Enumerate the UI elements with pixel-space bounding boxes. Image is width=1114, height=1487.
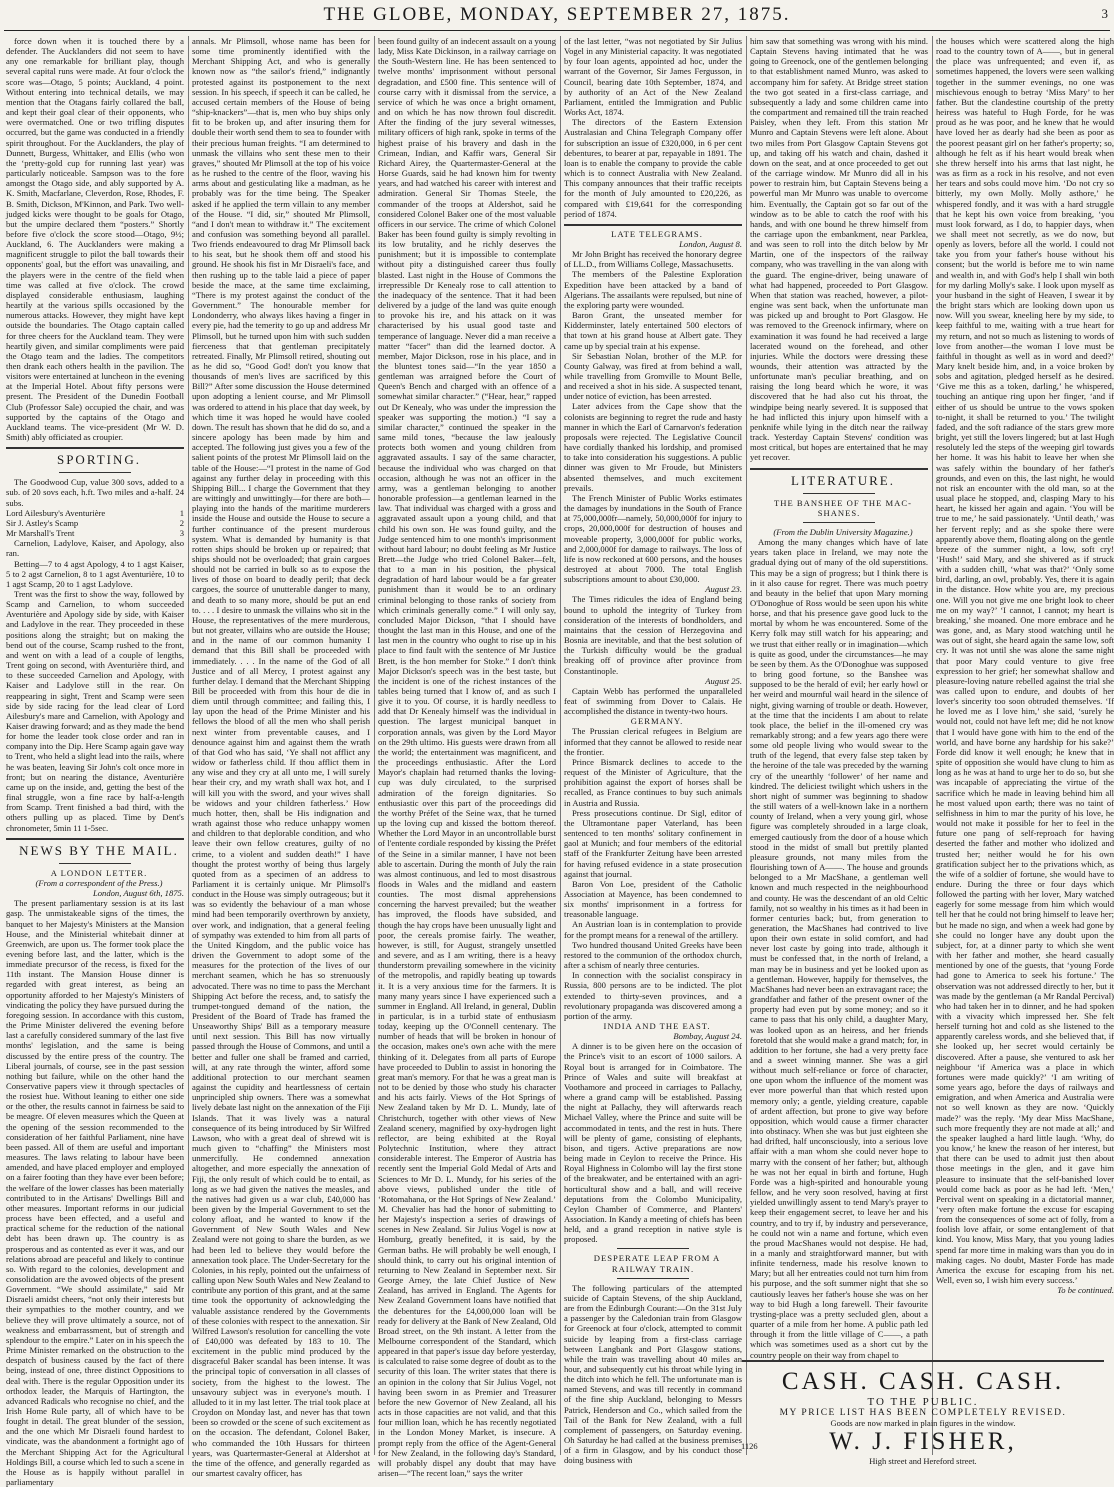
also-ran: Carnelion, Ladylove, Kaiser, and Apology, also ran.	[6, 538, 184, 559]
fisher-advertisement	[742, 1360, 1104, 1466]
section-divider	[6, 447, 184, 449]
race-position: 3	[179, 528, 184, 539]
folio-number: 1126	[741, 1441, 758, 1451]
sporting-heading: SPORTING.	[56, 452, 142, 468]
to-be-continued: To be continued.	[1057, 1285, 1114, 1296]
london-letter-body: The present parliamentary session is at its last gasp. The unmistakeable signs of the times, the banquet to her Majesty's Ministers at the Mansion House, and the Ministerial whitebait dinner at Greenwich, are upon us. The former took place the evening before last, and the latter, which is the immediate precursor of the recess, is fixed for the 11th instant. The Mansion House dinner is regarded with great interest, as being an opportunity afforded to her Majesty's Ministers of vindicating the policy they have pursued during the foregoing session. In accordance with this custom, the Prime Minister delivered the evening before last a carefully considered summary of the last five months' legislation, and the same is being discussed by the entire press of the country. The Liberal journals, of course, see in the past session nothing but failure, while on the other hand the Conservative papers view it through spectacles of the rosiest hue. Without leaning to either one side or the other, the results cannot in fairness be said to be meagre. Of eleven measures which the Queen at the opening of the session recommended to the consideration of her faithful Parliament, nine have been passed. All of them are useful and important measures. The laws relating to labour have been amended, and have placed employer and employed on a fairer footing than they have ever been before; the welfare of the lower classes has been materially contributed to in the Artisans' Dwellings Bill and other measures. Important reforms in our judicial process have been effected, and a useful and practical scheme for the reduction of the national debt has been drawn up. The country is as prosperous and as contented as ever it was, and our relations abroad are peaceful and likely to continue so. With regard to the colonies, development and consolidation are the avowed objects of the present Government. “We should assimilate,” said Mr Disraeli amidst cheers, “not only their interests but their sympathies to the mother country, and we believe they will prove ultimately a source, not of weakness and embarrassment, but of strength and splendour to the empire.” Later on in his speech the Prime Minister remarked on the obstruction to the despatch of business caused by the fact of there being, instead of one, three distinct Oppositions to deal with. There is the regular Opposition under its orthodox leader, the Marquis of Hartington, the advanced Radicals who recognise no chief, and the Irish Home Rule party, all of which have to be fought in detail. The great blunder of the session, and the one which Mr Disraeli found hardest to vindicate, was the abandonment a fortnight ago of the Merchant Shipping Act for the Agricultural Holdings Bill, a course which led to such a scene in the House as is happily without parallel in parliamentary	[6, 898, 184, 1487]
telegram-item: The French Minister of Public Works estimates the damages by inundations in the South of France at 75,000,000fr—namely, 50,000,000f for injury to crops, 20,000,000f for destruction of houses and moveable property, 3,000,000f for public works, and 2,000,000f for damage to railways. The loss of life is now reckoned at 600 persons, and the houses destroyed at about 7000. The total English subscriptions amount to about £30,000.	[564, 492, 742, 585]
telegram-item: The Times ridicules the idea of England being bound to uphold the integrity of Turkey from consideration of the interests of bondholders, and maintains that the cession of Herzegovina and Bosnia are inevitable, and that the best solution of the Turkish difficulty would be the gradual breaking off of province after province from Constantinople.	[564, 594, 742, 676]
column-2	[192, 36, 370, 1479]
divider	[617, 1278, 688, 1279]
masthead-rule	[4, 30, 1110, 31]
ad-address: High street and Hereford street.	[869, 1456, 977, 1466]
divider	[803, 522, 874, 523]
race-report: Trent was the first to show the way, followed by Scamp and Carnelion, to whom succeeded Aventurière and Apology side by side, with Kaiser and Ladylove in the rear. They proceeded in these positions along the straight; but on making the bend out of the course, Scamp rushed to the front, and went on with a lead of a couple of lengths, Trent going on second, with Aventurière third, and to these succeeded Carnelion and Apology, with Kaiser and Ladylove still in the rear. On reappearing in sight, Trent and Scamp were seen side by side racing for the lead clear of Lord Ailesbury's mare and Carnelion, with Apology and Kaiser drawing forward; and as they made the bend for home the leader took close order and ran in company into the Dip. Here Scamp again gave way to Trent, who held a slight lead into the rails, where he was beaten, leaving Sir John's colt once more in front; but on nearing the distance, Aventurière came up on the inside, and, getting the best of the final struggle, won a fine race by half-a-length from Scamp. Trent finished a bad third, with the others pulling up as placed. Time by Dent's chronometer, 5min 11 1-5sec.	[6, 588, 184, 833]
column-1	[6, 36, 184, 1487]
loan-paragraph: of the last letter, “was not negotiated by Sir Julius Vogel in any Ministerial capacity. It was negotiated by four loan agents, appointed ad hoc, under the warrant of the Governor, Sir James Fergusson, in Council, bearing date 10th September, 1874, and by authority of an Act of the New Zealand Parliament, entitled the Immigration and Public Works Act, 1874.	[564, 36, 742, 118]
news-by-mail-heading: NEWS BY THE MAIL.	[19, 842, 179, 858]
london-letter-heading: A LONDON LETTER.	[50, 867, 148, 878]
section-divider	[564, 224, 742, 226]
india-body: A dinner is to be given here on the occasion of the Prince's visit to an escort of 1000 sailors. A Royal bout is arranged for in Coimbatore. The Prince of Wales and suite will breakfast at Voothamore and proceed in carriages to Pallachy, where a grand camp will be established. Passing the night at Pallachy, they will afterwards reach Michael Valley, where the Prince and suite will be accommodated in tents, and the rest in huts. There will be plenty of game, consisting of elephants, bison, and tigers. Active preparations are now being made in Ceylon to receive the Prince. His Royal Highness in Colombo will lay the first stone of the breakwater, and be entertained with an agri-horticultural show and a ball, and will receive deputations from the Colombo Municipality, Ceylon Chamber of Commerce, and Planters' Association. In Kandy a meeting of chiefs has been held, and a grand reception in native style is proposed.	[564, 1041, 742, 1245]
race-horse: Sir J. Astley's Scamp	[6, 517, 79, 528]
leap-continued: him saw that something was wrong with his mind. Captain Stevens having intimated that he was going to Greenock, one of the gentlemen belonging to that establishment named Munro, was asked to accompany him for safety. At Bridge street station the two got seated in a first-class carriage, and subsequently a lady and some children came into the compartment and remained till the train reached Paisley, when they left. From this station Mr Munro and Captain Stevens were left alone. About two miles from Port Glasgow Captain Stevens got up, and taking off his watch and chain, dashed it down on the seat, and at once proceeded to get out of the carriage window. Mr Munro did all in his power to restrain him, but Captain Stevens being a powerful man Mr Munro was unable to overcome him. Eventually, the Captain got so far out of the window as to be able to catch the roof with his hands, and with one bound he threw himself from the carriage upon the embankment, near Parklea, and was seen to roll into the ditch below by Mr Martin, one of the inspectors of the railway company, who was travelling in the van along with the guard. The engine-driver, being unaware of what had happened, proceeded to Port Glasgow. When that station was reached, however, a pilot-engine was sent back, when the unfortunate man was picked up and brought to Port Glasgow. He was removed to the Greenock infirmary, where on examination it was found he had received a large lacerated wound on the forehead, and other injuries. While the doctors were dressing these wounds, their attention was attracted by the unfortunate man's peculiar breathing, and on raising the long beard which he wore, it was discovered that he had also cut his throat, the windpipe being nearly severed. It is supposed that he had inflicted this injury upon himself with a penknife while lying in the ditch near the railway track. Yesterday Captain Stevens' condition was most critical, but hopes are entertained that he may yet recover.	[750, 36, 928, 463]
leap-body: The following particulars of the attempted suicide of Captain Stevens, of the ship Auckland, are from the Edinburgh Courant:—On the 31st July a passenger by the Caledonian train from Glasgow for Greenock at four o'clock, attempted to commit suicide by leaping from a first-class carriage between Langbank and Port Glasgow stations, while the train was travelling about 40 miles an hour, and subsequently cut his throat while lying in the ditch into which he fell. The unfortunate man is named Stevens, and was till recently in command of the fine ship Auckland, belonging to Messrs Patrick, Henderson and Co., which sailed from the Tail of the Bank for New Zealand, with a full complement of passengers, on Saturday evening. Oh Saturday he had called at the business premises of a firm in Glasgow, and by his conduct those doing business with	[564, 1282, 742, 1466]
football-report: force down when it is touched there by a defender. The Aucklanders did not seem to have any one remarkable for brilliant play, though several capital runs were made. At four o'clock the score was—Otago, 5 points; Auckland, 4 point. Without entering into technical details, we may mention that the Otagans fairly collared the ball, and kept their goal clear of their opponents, who were overmatched. One or two trifling disputes occurred, but the game was conducted in a friendly spirit throughout. For the Aucklanders, the play of Dunnett, Burgess, Whittaker, and Ellis (who won the ‘pretty-gold cup for running last year) was particularly noticeable. Sampson was to the fore amongst the Otago side, and ably supported by A. K. Smith, Macfarlane, Cleverdon, Rose, Rhodes, F. B. Smith, Dickson, M'Kinnon, and Park. Two well-judged kicks were thought to be goals for Otago, but the umpire declared them “posters.” Shortly before five o'clock the score stood—Otago, 9½; Auckland, 6. The Aucklanders were making a magnificent struggle to pilot the ball towards their opponents' goal, but the effort was unavailing, and the players were in the centre of the field when time was called at five o'clock. The crowd displayed considerable enthusiasm, laughing heartily at the various spills occasioned by the numerous attacks. However, they might have kept outside the boundaries. The Otago captain called for three cheers for the Auckland team. They were heartily given, and similar compliments were paid the Otago team and the ladies. The competitors then drank each others health in the pavilion. The visitors were entertained at luncheon in the evening at the Imperial Hotel. About fifty persons were present. The President of the Dunedin Football Club (Professor Sale) occupied the chair, and was supported by the captains of the Otago and Auckland teams. The vice-president (Mr W. D. Smith) ably officiated as croupier.	[6, 36, 184, 443]
germany-item: Press prosecutions continue. Dr Sigl, editor of the Ultramontane paper Vaterland, has been sentenced to ten months' solitary confinement in gaol at Munich; and four members of the editorial staff of the Frankfurter Zeitung have been arrested for having refused evidence in a state prosecution against that journal.	[564, 807, 742, 879]
literature-heading: LITERATURE.	[791, 472, 895, 488]
race-position: 2	[179, 517, 184, 528]
divider	[803, 493, 874, 494]
divider	[59, 472, 130, 473]
column-4	[564, 36, 742, 1466]
telegram-date: August 23.	[705, 584, 742, 595]
leap-heading: DESPERATE LEAP FROM A RAILWAY TRAIN.	[593, 1253, 721, 1274]
ad-price-list: MY PRICE LIST HAS BEEN COMPLETELY REVISED.	[779, 1408, 1067, 1418]
betting: Betting—7 to 4 agst Apology, 4 to 1 agst Kaiser, 5 to 2 agst Carnelion, 8 to 1 agst Aventurière, 10 to 1 agst Scamp, 20 to 1 agst Ladylove.	[6, 558, 184, 589]
telegram-item: Sir Sebastian Nolan, brother of the M.P. for County Galway, was fired at from behind a wall, while travelling from Gromville to Mount Belle, and received a shot in his side. A suspected tenant, under notice of eviction, has been arrested.	[564, 350, 742, 402]
divider	[617, 1248, 688, 1249]
telegram-item: Baron Grant, the unseated member for Kidderminster, lately entertained 500 electors of that town at his grand house at Albert gate. They came up by special train at his expense.	[564, 310, 742, 351]
plimsoll-article: annals. Mr Plimsoll, whose name has been for some time prominently identified with the Merchant Shipping Act, and who is generally known now as “the sailor's friend,” indignantly protested against its postponement to the next session. In his speech, if speech it can be called, he accused certain members of the House of being “ship-knackers”—that is, men who buy ships only fit to be broken up, and after insuring them for double their worth send them to sea to founder with their precious human freights. “I am determined to unmask the villains who sent these men to their graves,” shouted Mr Plimsoll at the top of his voice as he rushed to the centre of the floor, waving his arms about and gesticulating like a madman, as he probably was for the time being. The Speaker asked if he applied the term villain to any member of the House. “I did, sir,” shouted Mr Plimsoll, “and I don't mean to withdraw it.” The excitement and confusion was something beyond all parallel. Two friends endeavoured to drag Mr Plimsoll back to his seat, but he shook them off and stood his ground. He shook his fist in Mr Disraeli's face, and then rushing up to the table laid a piece of paper beside the mace, at the same time exclaiming, “There is my protest against the conduct of the Government.” The honourable member for Londonderry, who always likes having a finger in every pie, had the temerity to go up and address Mr Plimsoll, but he turned upon him with such sudden fierceness that that gentleman precipitately retreated. Finally, Mr Plimsoll retired, shouting out as he did so, “Good God! don't you know that thousands of men's lives are sacrificed by this Bill?” After some discussion the House determined upon adopting a lenient course, and Mr Plimsoll was ordered to attend in his place that day week, by which time it was hoped he would have cooled down. The result has shown that he did do so, and a sincere apology has been made by him and accepted. The following just gives you a few of the salient points of the protest Mr Plimsoll laid on the table of the House:—“I protest in the name of God against any further delay in proceeding with this Shipping Bill... I charge the Government that they are wittingly and unwittingly—for there are both—playing into the hands of the maritime murderers inside the House and outside the House to secure a further continuance of the present murderous system. What is demanded by humanity is that rotten ships should be broken up or repaired; that ships should not be overloaded; that grain cargoes should not be carried in bulk so as to expose the lives of those on board to deadly peril; that deck cargoes, the source of unutterable danger to many, and death to so many more, should be put an end to. . . . I desire to unmask the villains who sit in the House, the representatives of the mere murderous, but not greater, villains who are outside the House; and in the name of our common humanity I demand that this Bill shall be proceeded with immediately. . . . In the name of the God of all Justice and of all Mercy, I protest against any further delay. I demand that the Merchant Shipping Bill be proceeded with from this hour de die in diem until through committee; and failing this, I lay upon the head of the Prime Minister and his fellows the blood of all the men who shall perish next winter from preventable causes, and I denounce against him and against them the wrath of that God who has said, ‘Ye shall not afflict any widow or fatherless child. If thou afflict them in any wise and they cry at all unto me, I will surely hear their cry, and my wrath shall wax hot, and I will kill you with the sword, and your wives shall be widows and your children fatherless.’ How much hotter, then, shall be His indignation and wrath against those who reduce unhappy women and children to that deplorable condition, and who leave their own fellow creatures, guilty of no crime, to a violent and sudden death!” I have thought the protest worthy of being thus largely quoted from as a specimen of an address to Parliament it is certainly unique. Mr Plimsoll's conduct in the House was simply outrageous; but it was so evidently the behaviour of a man whose mind had been temporarily overthrown by anxiety, over work, and indignation, that a general feeling of sympathy was extended to him from all parts of the United Kingdom, and the public voice has driven the Government to adopt some of the measures for the protection of the lives of our merchant seamen, which he has so strenuously advocated. There was no time to pass the Merchant Shipping Act before the recess, and, to satisfy the trumpet-tongued demand of the nation, the President of the Board of Trade has framed the Unseaworthy Ships' Bill as a temporary measure until next session. This Bill has now virtually passed through the House of Commons, and until a better and fuller one shall be framed and carried, will, at any rate through the winter, afford some additional protection to our merchant seamen against the cupidity and heartlessness of certain unprincipled ship owners. There was a somewhat lively debate last night on the annexation of the Fiji Islands. That it was lively was a natural consequence of its being introduced by Sir Wilfred Lawson, who with a great deal of shrewd wit is much given to “chaffing” the Ministers most unmercifully. He condemned annexation altogether, and more especially the annexation of Fiji, the only result of which could be to entail, as long as we had given the natives the measles, and the natives had given us a war club, £40,000 has been given by the Imperial Government to set the colony afloat, and he wanted to know if the Government of New South Wales and New Zealand were not going to share the burden, as we had been led to believe they would before the annexation took place. The Under-Secretary for the Colonies, in his reply, pointed out the unfairness of calling upon New South Wales and New Zealand to contribute any portion of this grant, and at the same time took the opportunity of acknowledging the valuable assistance rendered by the Governments of these colonies with respect to the annexation. Sir Wilfred Lawson's resolution for cancelling the vote of £40,000 was defeated by 183 to 10. The excitement in the public mind produced by the disgraceful Baker scandal has been intense. It was the principal topic of conversation in all classes of society, from the highest to the lowest. The unsavoury subject was in everyone's mouth. I alluded to it in my last letter. The trial took place at Croydon on Monday last, and never has that town been so crowded or the scene of such excitement as on the occasion. The defendant, Colonel Baker, who commanded the 10th Hussars for thirteen years, was Quartermaster-General at Aldershot at the time of the offence, and generally regarded as our smartest cavalry officer, has	[192, 36, 370, 1479]
race-position: 1	[179, 507, 184, 518]
ad-subhead: TO THE PUBLIC.	[867, 1396, 979, 1408]
section-divider	[750, 468, 928, 470]
column-rule	[560, 36, 561, 1455]
column-rule	[746, 36, 747, 1455]
race-result-3	[6, 528, 184, 538]
telegram-item: Captain Webb has performed the unparalleled feat of swimming from Dover to Calais. He accomplished the distance in twenty-two hours.	[564, 685, 742, 717]
page-number: 3	[1101, 6, 1108, 21]
germany-item: Baron Von Loe, president of the Catholic Association at Mayence, has been condemned to six months' imprisonment in a fortress for treasonable language.	[564, 878, 742, 920]
column-5	[750, 36, 928, 1455]
india-dateline: Bombay, August 24.	[673, 1031, 742, 1042]
germany-item: The Prussian clerical refugees in Belgium are informed that they cannot be allowed to reside near the frontier.	[564, 726, 742, 757]
column-rule	[188, 36, 189, 1455]
race-result-2	[6, 518, 184, 528]
late-telegrams-heading: LATE TELEGRAMS.	[611, 228, 703, 239]
goodwood-cup: The Goodwood Cup, value 300 sovs, added to a sub. of 20 sovs each, h.ft. Two miles and a-half. 24 subs.	[6, 477, 184, 508]
story-continued: the houses which were scattered along the high road to the country town of A——, but in general the place was unfrequented; and even if, as sometimes happened, the lovers were seen walking together in the summer evenings, no one was mischievous enough to betray ‘Miss Mary’ to her father. But the clandestine courtship of the pretty heiress was hateful to Hugh Forde, for he was proud as he was poor, and he knew that he would have loved her as dearly had she been as poor as the poorest peasant girl on her father's property; so, although he felt as if his heart would break when she threw herself into his arms that last night, he was as firm as a rock in his resolve, and not even her tears and sobs could move him. ‘Do not cry so bitterly, my own Molly. Molly asthore,’ he whispered fondly, and it was with a hard struggle that he kept his own voice from breaking, ‘you must look forward, as I do, to happier days, when we shall meet not secretly, as we do now, but openly as lovers, before all the world. I could not take you from your father's house without his consent; but the world is before me to win name and wealth in, and with God's help I shall win both for my darling Molly's sake. I look upon myself as your husband in the sight of Heaven, I swear it by the bright stars which are looking down upon us now. Will you swear, kneeling here by my side, to keep faithful to me, waiting with a true heart for my return, and not so much as listening to words of love from another—the woman I love must be faithful in thought as well as in word and deed?’ Mary knelt beside him, and, in a voice broken by sobs and agitation, pledged herself as he desired. ‘Give me this as a token, darling,’ he whispered, touching an antique ring upon her finger, ‘and if either of us should be untrue to the vows spoken to-night, it shall be returned to you.’ The twilight faded, and the soft radiance of the stars grew more bright, yet still the lovers lingered; but at last Hugh resolutely led the steps of the weeping girl towards her home. It was his habit to leave her when she was safely within the boundary of her father's grounds, and even on this, the last night, he would not risk an encounter with the old man, so at the usual place he stopped, and, clasping Mary to his heart, he kissed her again and again. ‘You will be true to me,’ he said passionately. ‘Until death,’ was her fervent reply; and as she spoke there were apparently above them, floating along on the gentle breeze of the summer night, a low, soft cry! ‘Hush!’ said Mary, and she shivered as if struck with a sudden chill, ‘what was that?’ ‘Only some bird, darling, an owl, probably. Yes, there it is again in the distance. How white you are, my precious one. Will you not give me one bright look to cheer me on my way?’ ‘I cannot, I cannot; my heart is breaking,’ she moaned. One more embrace and he was gone, and, as Mary stood watching until he was out of sight, she heard again the same low, soft cry. It was not until she was alone the same night that poor Mary could venture to give free expression to her grief; her somewhat shallow and pleasure-loving nature rebelled against the trial she was called upon to endure, and doubts of her lover's sincerity too soon obtruded themselves. ‘If he loved me as I love him,’ she said, ‘surely he would not, could not have left me; did he not know that I would have gone with him to the end of the world, and have borne any hardship for his sake?’ Forde did know it well enough; he knew that in spite of opposition she would have clung to him as long as he was at hand to urge her to do so, but she was incapable of appreciating the virtue of the sacrifice which he made in leaving behind him all he most valued upon earth; there was no taint of selfishness in him to mar the purity of his love, he would not make it possible for her to feel in the future one pang of self-reproach for having deserted the father and mother who idolized and trusted her; neither would he for his own gratification subject her to the privations which, as the wife of a soldier of fortune, she would have to endure. During the three or four days which followed the parting with her lover, Mary watched eagerly for some message from him which would tell her that he could not bring himself to leave her; but he made no sign, and when a week had gone by she could no longer have any doubt upon the subject, for, at a dinner party to which she went with her father and mother, she heard casually mentioned by one of the guests, that ‘young Forde had gone to America to seek his fortune.’ The observation was not addressed directly to her, but it was made by the gentleman (a Mr Randal Percival) who had taken her in to dinner, and he had spoken with a vivacity which impressed her. She felt herself turning hot and cold as she listened to the apparently careless words, and she believed that, if she looked up, her secret would certainly be discovered. After a pause, she ventured to ask her neighbour ‘if America was a place in which fortunes were made quickly?’ ‘I am writing of some years ago, before the days of railways and emigration, and when America and Australia were not so well known as they are now. ‘Quickly made?’ was the reply. ‘My dear Miss MacShane, such more frequently they are not made at all;’ and the speaker laughed a hard little laugh. ‘Why, do you know,’ he knew the reason of her interest, but that there can be used to admit just then about those meetings in the glen, and it gave him pleasure to insinuate that the self-banished lover would come back as poor as he had left. ‘Men,’ Percival went on speaking in a dictatorial manner, ‘very often make fortune the excuse for escaping from the consequences of some act of folly, from a foolish love affair, or some entanglement of that kind. You know, Miss Mary, that you young ladies spend far more time in making wars than you do in making cages. No doubt, Master Forde has made America the excuse for escaping from his net. Well, even so, I wish him every success.’	[936, 36, 1114, 1286]
column-6	[936, 36, 1114, 1357]
story-source: (From the Dublin University Magazine.)	[773, 526, 913, 537]
ad-merchant-name: W. J. FISHER,	[829, 1428, 1017, 1455]
germany-item: An Austrian loan is in contemplation to provide for the prompt means for a renewal of the artillery.	[564, 919, 742, 940]
telegram-date: August 25.	[705, 675, 742, 686]
germany-heading: GERMANY.	[630, 716, 684, 727]
telegram-item: Mr John Bright has received the honorary degree of LL.D., from Williams College, Massachusetts.	[564, 249, 742, 270]
germany-item: In connection with the socialist conspiracy in Russia, 800 persons are to be indicted. The plot extended to thirty-seven provinces, and a revolutionary propaganda was discovered among a portion of the army.	[564, 970, 742, 1021]
ad-headline: CASH. CASH. CASH.	[781, 1368, 1065, 1395]
germany-item: Two hundred thousand United Greeks have been restored to the communion of the orthodox church, after a schism of nearly three centuries.	[564, 939, 742, 971]
race-horse: Lord Ailesbury's Aventurière	[6, 507, 106, 518]
column-3	[378, 36, 556, 1479]
column-rule	[374, 36, 375, 1455]
letter-byline: (From a correspondent of the Press.)	[35, 877, 163, 888]
baker-article: been found guilty of an indecent assault on a young lady, Miss Kate Dickinson, in a railway carriage on the South-Western line. He has been sentenced to twelve months' imprisonment without personal degradation, and £500 fine. This sentence will of course carry with it dismissal from the service, a service of which he was once a bright ornament, and on which he has now thrown foul discredit. After the finding of the jury several witnesses, military officers of high rank, spoke in terms of the highest praise of his bravery and dash in the Crimean, Indian, and Kaffir wars, General Sir Richard Airey, the Quartermaster-General at the Horse Guards, said he had known him for twenty years, and had watched his career with interest and admiration. General Sir Thomas Steele, the commander of the troops at Aldershot, said he considered Colonel Baker one of the most valuable officers in our service. The crime of which Colonel Baker has been found guilty is simply revolting in its low brutality, and he richly deserves the punishment; but it is impossible to contemplate without pity a distinguished career thus foully blasted. Last night in the House of Commons the irrepressible Dr Kenealy rose to call attention to the inadequacy of the sentence. That it had been delivered by a judge of the land was quite enough to provoke his ire, and his attack on it was characterised by his usual good taste and temperance of language. Never did a man receive a matter “facer” than did the learned doctor. A member, Major Dickson, rose in his place, and in the bluntest tones said—“In the year 1850 a gentleman was arraigned before the Court of Queen's Bench and charged with an offence of a somewhat similar character.” (“Hear, hear,” rapped out Dr Kenealy, who was under the impression the speaker was supporting the motion.) “I say a similar character,” continued the speaker in the same mild tones, “because the law jealously protects both women and young children from aggravated assaults. I say of the same character, because the individual who was charged on that occasion, although he was not an officer in the army, was a gentleman belonging to another honorable profession—a gentleman learned in the law. That individual was charged with a gross and aggravated assault upon a young child, and that child his own son. He was found guilty, and the Judge sentenced him to one month's imprisonment without hard labour; no doubt feeling as Mr Justice Brett—the Judge who tried Colonel Baker—felt, that to a man in his position, the physical degradation of hard labour would be a far greater punishment than it would be to an ordinary criminal belonging to those ranks of society from which criminals generally come.” I will only say, concluded Major Dickson, “that I should have thought the last man in this House, and one of the last men in the country who ought to rise up in his place to find fault with the sentence of Mr Justice Brett, is the hon member for Stoke.” I don't think Major Dickson's speech was in the best taste, but the incident is one of the richest instances of the tables being turned that I know of, and as such I give it to you. Of course, it is hardly needless to add that Dr Kenealy himself was the individual in question. The largest municipal banquet in corporation annals, was given by the Lord Mayor on the 29th ultimo. His guests were drawn from all the world; the entertainment was magnificent, and the proceedings enthusiastic. After the Lord Mayor's chaplain had returned thanks the loving-cup was duly circulated, to the surprised admiration of the foreign dignitaries. So enthusiastic over this part of the proceedings did the worthy Préfet of the Seine wax, that he turned up the loving cup and kissed the bottom thereof. Whether the Lord Mayor in an uncontrollable burst of l'entente cordiale responded by kissing the Préfet of the Seine in a similar manner, I have not been able to ascertain. During the month of July the rain was almost continuous, and led to most disastrous floods in Wales and the midland and eastern counties. The most dismal apprehensions concerning the harvest prevailed; but the weather has improved, the floods have subsided, and though the hay crops have been unusually light and poor, the cereals promise fairly. The weather, however, is still, for August, strangely unsettled and severe, and as I am writing, there is a heavy thunderstorm prevailing somewhere in the vicinity of the metropolis, and rapidly beating up towards it. It is a very anxious time for the farmers. It is many many years since I have experienced such a summer in England. All Ireland, in general, Dublin in particular, is in a turbid state of enthusiasm today, keeping up the O'Connell centenary. The number of heads that will be broken in honour of the occasion, makes one's own ache with the mere thinking of it. Delegates from all parts of Europe have proceeded to Dublin to assist in honoring the great man's memory. For that he was a great man is not to be denied by those who study his character and his acts fairly. Views of the Hot Springs of New Zealand taken by Mr D. L. Mundy, late of Christchurch, together with other views of New Zealand scenery, magnified by oxy-hydrogen light reflector, are being exhibited at the Royal Polytechnic Institution, where they attract considerable interest. The Emperor of Austria has recently sent the Imperial Gold Medal of Arts and Sciences to Mr D. L. Mundy, for his series of the above views, published under the title of ‘Rotomahana, or the Hot Springs of New Zealand.’ M. Chevalier has had the honor of submitting to her Majesty's inspection a series of drawings of scenes in New Zealand. Sir Julius Vogel is now at Homburg, greatly benefited, it is said, by the German baths. He will probably be well enough, I should think, to carry out his original intention of returning to New Zealand in September next. Sir George Arney, the late Chief Justice of New Zealand, has arrived in England. The Agents for New Zealand Government loans have notified that the debentures for the £4,000,000 loan will be ready for delivery at the Bank of New Zealand, Old Broad street, on the 9th instant. A letter from the Melbourne correspondent of the Standard, which appeared in that paper's issue day before yesterday, is calculated to raise some degree of doubt as to the security of this loan. The writer states that there is an opinion in the colony that Sir Julius Vogel, not having been sworn in as Premier and Treasurer before the new Governor of New Zealand, all his acts in those capacities are not valid, and that this four million loan, which he has recently negotiated in the London Money Market, is insecure. A prompt reply from the office of the Agent-General for New Zealand, in the following day's Standard, will probably dispel any doubt that may have arisen—“The recent loan,” says the writer	[378, 36, 556, 1479]
india-heading: INDIA AND THE EAST.	[603, 1021, 711, 1031]
column-rule	[932, 36, 933, 1455]
telegram-item: Later advices from the Cape show that the colonists are beginning to regret the rude and hasty manner in which the Earl of Carnarvon's federation proposals were rejected. The Legislative Council have cordially thanked his lordship, and promised to take into consideration his suggestions. A public dinner was given to Mr Froude, but Ministers absented themselves, and much excitement prevails.	[564, 401, 742, 493]
telegraph-paragraph: The directors of the Eastern Extension Australasian and China Telegraph Company offer for subscription an issue of £320,000, in 6 per cent debentures, to bearer at par, repayable in 1891. The loan is to enable the company to provide the cable which is to connect Australia with New Zealand. This company announces that their traffic receipts for the month of July amounted to £20,226, as compared with £19,641 for the corresponding period of 1874.	[564, 117, 742, 219]
germany-item: Prince Bismarck declines to accede to the request of the Minister of Agriculture, that the prohibition against the export of horses shall be recalled, as France continues to buy such animals in Austria and Russia.	[564, 756, 742, 808]
race-result-1	[6, 508, 184, 518]
story-title: THE BANSHEE OF THE MAC-SHANES.	[774, 497, 912, 518]
story-body: Among the many changes which have of late years taken place in Ireland, we may note the gradual dying out of many of the old superstitions. This may be a sign of progress; but I think there is in it also cause for regret. There was much poetry and beauty in the belief that upon Mary morning O'Donoghue of Ross would be seen upon his white horse, and that his presence gave good luck to the mortal by whom he was encountered. Some of the Kerry folk may still watch for his appearing; and we trust that either really or in imagination—which is quite as good, under the circumstances—he may be seen by them. As the O'Donoghue was supposed to bring good fortune, so the Banshee was supposed to be the herald of evil; her early howl or her weird and mournful wail heard in the silence of night, giving warning of trouble or death. However, at the time that the incidents I am about to relate took place, the belief in the ill-omened cry was remarkably strong; and a few years ago there were some old people living who would swear to the truth of the legend, that every false step taken by the heroine of the tale was preceded by the warning cry of the unearthly ‘follower’ of her name and kindred. The deliciest twilight which ushers in the short night of summer was beginning to shadow the still waters of a well-known lake in a northern county of Ireland, when a very young girl, whose figure was completely shrouded in a large cloak, emerged cautiously from the door of a house which stood in the midst of small but prettily planted pleasure grounds, not many miles from the flourishing town of A——. The house and grounds belonged to a Mr MacShane, a gentleman well known and much respected in the neighbourhood and county. He was the descendant of an old Celtic family, not so wealthy in his times as it had been in former centuries back; but, from generation to generation, the MacShanes had contrived to live upon their own estate in solid comfort, and had never lost caste by going into trade, although it must be confessed that, in the north of Ireland, a man may be in business and yet be looked upon as a gentleman. However, happily for themselves, the MacShanes had never been an extravagant race; the grandfather and father of the present owner of the property had even put by some money; and so it came to pass that his only child, a daughter Mary, was looked upon as an heiress, and her friends foretold that she would make a grand match; for, in addition to her fortune, she had a very pretty face and a sweet winning manner. She was a girl without much self-reliance or force of character, one upon whom the influence of the moment was ever more powerful than that which rested upon memory only; a gentle, yielding creature, capable of ardent affection, but prone to give way before opposition, which would cause a firmer character into obstinacy. When she was but just eighteen she had drifted, half unconsciously, into a serious love affair with a man whom she could never hope to marry with the consent of her father; but, although he was not her equal in birth and fortune, Hugh Forde was a high-spirited and honourable young fellow, and he very soon resolved, having at first yielded unwillingly assent to tend Mary's prayer to keep their engagement secret, to leave her and his country, and to try if, by industry and perseverance, he could not win a name and fortune, which even the proud MacShanes would not despise. He had, in a manly and straightforward manner, but with infinite tenderness, made his resolve known to Mary; but all her entreaties could not turn him from his purpose, and the soft summer night that she so cautiously leaves her father's house she was on her way to bid Hugh a long farewell. Their favourite trysting-place was a pretty secluded glen, about a quarter of a mile from her home. A public path led through it from the little village of C——, a path which was sometimes used as a short cut by the country people on their way from chapel to	[750, 537, 928, 1360]
telegram-date: London, August 8.	[679, 238, 742, 249]
masthead-title: THE GLOBE, MONDAY, SEPTEMBER 27, 1875.	[323, 4, 791, 25]
telegram-item: The members of the Palestine Exploration Expedition have been attacked by a band of Algerians. The assailants were repulsed, but nine of the exploring party were wounded.	[564, 269, 742, 310]
divider	[59, 863, 130, 864]
ad-goods-note: Goods are now marked in plain figures in the window.	[830, 1418, 1016, 1428]
section-divider	[6, 838, 184, 840]
race-horse: Mr Marshall's Trent	[6, 528, 75, 539]
ad-rule	[742, 1360, 1104, 1362]
letter-dateline: London, August 6th, 1875.	[92, 888, 184, 899]
